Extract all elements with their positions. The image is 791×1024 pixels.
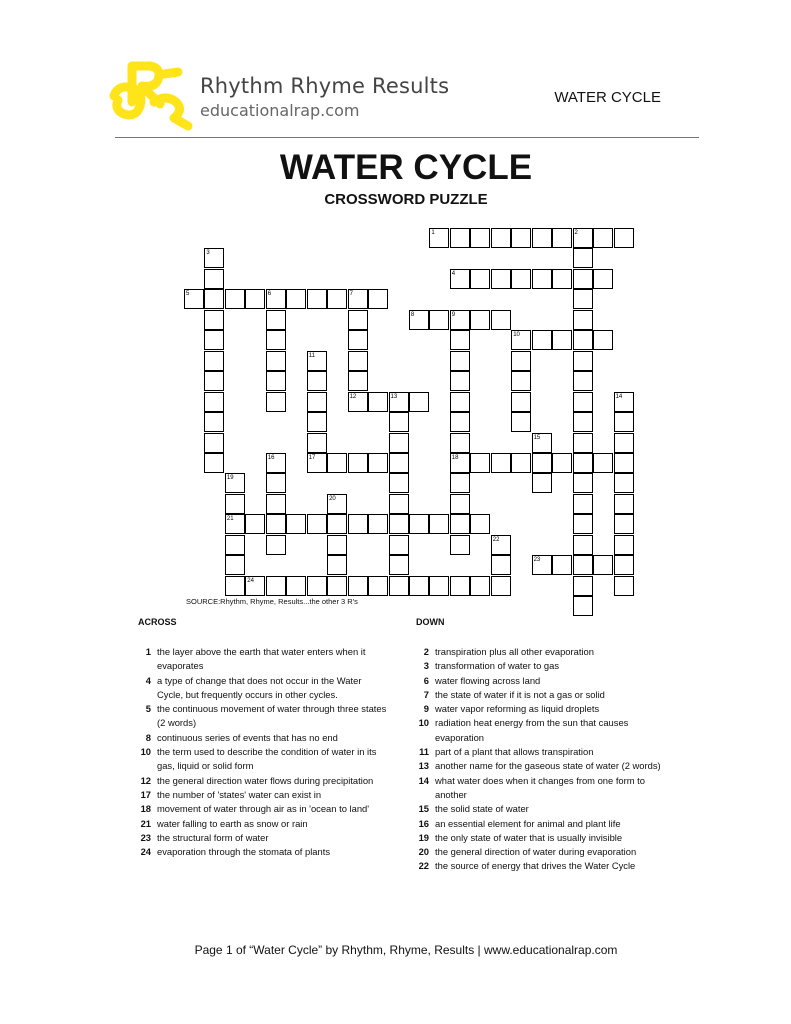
crossword-cell[interactable] [491, 269, 511, 289]
down-clue [414, 774, 676, 803]
crossword-cell[interactable] [327, 514, 347, 534]
crossword-cell[interactable] [511, 371, 531, 391]
crossword-cell[interactable] [327, 453, 347, 473]
crossword-cell[interactable] [368, 453, 388, 473]
crossword-cell[interactable] [389, 473, 409, 493]
cell-clue-number: 23 [533, 557, 541, 564]
crossword-cell[interactable] [614, 412, 634, 432]
crossword-cell[interactable] [511, 351, 531, 371]
crossword-cell[interactable] [573, 392, 593, 412]
across-clue [136, 702, 388, 731]
down-clue [414, 716, 676, 745]
down-clue [414, 802, 676, 816]
crossword-cell[interactable] [573, 351, 593, 371]
crossword-cell[interactable] [389, 576, 409, 596]
cell-clue-number: 6 [267, 291, 272, 298]
clue-text: water falling to earth as snow or rain [157, 817, 308, 829]
clue-number: 24 [140, 846, 151, 858]
crossword-cell[interactable] [450, 412, 470, 432]
clue-text: radiation heat energy from the sun that causes evaporation [435, 717, 629, 743]
cell-clue-number: 9 [451, 311, 456, 318]
clue-number: 1 [145, 646, 151, 657]
crossword-cell[interactable] [552, 269, 572, 289]
across-clue [136, 674, 388, 703]
crossword-cell[interactable] [389, 412, 409, 432]
page-subtitle: CROSSWORD PUZZLE [324, 191, 488, 208]
cell-clue-number: 22 [492, 536, 500, 543]
crossword-cell[interactable] [450, 371, 470, 391]
crossword-cell[interactable] [225, 289, 245, 309]
crossword-cell[interactable] [368, 576, 388, 596]
clue-number: 17 [140, 788, 151, 800]
clue-text: the term used to describe the condition of water in its gas, liquid or solid form [157, 746, 377, 772]
clue-text: the structural form of water [157, 831, 269, 843]
crossword-cell[interactable] [266, 514, 286, 534]
crossword-cell[interactable] [307, 392, 327, 412]
crossword-cell[interactable] [348, 351, 368, 371]
crossword-cell[interactable] [552, 453, 572, 473]
clue-text: a type of change that does not occur in the Water Cycle, but frequently occurs in other cycles. [157, 674, 362, 700]
cell-clue-number: 3 [206, 250, 210, 257]
crossword-cell[interactable] [593, 453, 613, 473]
crossword-cell[interactable] [450, 330, 470, 350]
across-clue [136, 817, 388, 831]
crossword-cell[interactable] [450, 535, 470, 555]
crossword-cell[interactable] [450, 351, 470, 371]
crossword-cell[interactable] [286, 576, 306, 596]
crossword-cell[interactable] [614, 228, 634, 248]
crossword-cell[interactable] [204, 392, 224, 412]
crossword-cell[interactable] [491, 310, 511, 330]
cell-clue-number: 10 [513, 332, 520, 339]
crossword-cell[interactable] [573, 310, 593, 330]
crossword-cell[interactable] [266, 535, 286, 555]
page-title: WATER CYCLE [279, 148, 533, 187]
clue-number: 4 [145, 674, 151, 686]
crossword-cell[interactable] [573, 555, 593, 575]
across-clue [136, 831, 388, 845]
clue-number: 22 [418, 860, 429, 872]
crossword-cell[interactable] [266, 494, 286, 514]
brand-name: Rhythm Rhyme Results [200, 74, 450, 98]
crossword-cell[interactable] [593, 555, 613, 575]
crossword-cell[interactable] [511, 269, 531, 289]
crossword-cell[interactable] [327, 535, 347, 555]
crossword-cell[interactable] [204, 433, 224, 453]
clue-text: the general direction water flows during precipitation [157, 774, 374, 786]
crossword-cell[interactable] [573, 412, 593, 432]
cell-clue-number: 2 [574, 230, 578, 236]
crossword-cell[interactable] [348, 453, 368, 473]
crossword-cell[interactable] [491, 228, 511, 248]
clue-number: 23 [140, 831, 151, 843]
crossword-cell[interactable] [307, 371, 327, 391]
brand-url: educationalrap.com [200, 101, 360, 120]
clue-number: 13 [418, 760, 429, 772]
cell-clue-number: 16 [267, 454, 275, 461]
cell-clue-number: 4 [451, 270, 456, 277]
crossword-cell[interactable] [450, 228, 470, 248]
crossword-cell[interactable] [491, 576, 511, 596]
across-heading: ACROSS [138, 617, 177, 627]
cell-clue-number: 7 [349, 291, 353, 298]
crossword-cell[interactable] [368, 514, 388, 534]
clue-number: 5 [145, 703, 151, 715]
down-clue [414, 817, 676, 831]
crossword-cell[interactable] [470, 576, 490, 596]
clue-number: 20 [418, 846, 429, 858]
crossword-cell[interactable] [552, 330, 572, 350]
crossword-cell[interactable] [614, 433, 634, 453]
crossword-cell[interactable] [614, 555, 634, 575]
crossword-cell[interactable] [307, 514, 327, 534]
crossword-cell[interactable] [573, 494, 593, 514]
crossword-cell[interactable] [614, 535, 634, 555]
crossword-cell[interactable] [409, 514, 429, 534]
cell-clue-number: 15 [533, 434, 541, 441]
crossword-cell[interactable] [614, 576, 634, 596]
crossword-cell[interactable] [327, 576, 347, 596]
clue-number: 21 [140, 817, 151, 829]
crossword-cell[interactable] [204, 330, 224, 350]
crossword-cell[interactable] [266, 473, 286, 493]
clue-number: 8 [145, 731, 151, 743]
crossword-cell[interactable] [511, 453, 531, 473]
down-clue [414, 645, 676, 659]
crossword-cell[interactable] [389, 494, 409, 514]
crossword-cell[interactable] [573, 371, 593, 391]
clue-number: 14 [418, 774, 429, 786]
crossword-cell[interactable] [491, 555, 511, 575]
crossword-cell[interactable] [204, 310, 224, 330]
header-topic: WATER CYCLE [554, 89, 661, 106]
clue-text: part of a plant that allows transpiration [435, 746, 594, 758]
crossword-cell[interactable] [470, 310, 490, 330]
crossword-cell[interactable] [429, 310, 449, 330]
clue-number: 12 [140, 774, 151, 786]
crossword-cell[interactable] [593, 330, 613, 350]
crossword-cell[interactable] [368, 289, 388, 309]
clue-text: the layer above the earth that water enters when it evaporates [157, 646, 366, 672]
crossword-cell[interactable] [511, 392, 531, 412]
down-clue [414, 674, 676, 688]
crossword-cell[interactable] [266, 310, 286, 330]
cell-clue-number: 24 [247, 577, 254, 584]
across-clue [136, 788, 388, 802]
down-clue [414, 759, 676, 773]
cell-clue-number: 14 [615, 393, 623, 400]
crossword-cell[interactable] [368, 392, 388, 412]
crossword-cell[interactable] [573, 576, 593, 596]
clue-number: 2 [423, 646, 429, 657]
crossword-cell[interactable] [573, 248, 593, 268]
clue-text: another name for the gaseous state of water (2 words) [435, 760, 661, 772]
crossword-cell[interactable] [552, 555, 572, 575]
clue-number: 6 [423, 674, 429, 686]
across-clue [136, 774, 388, 788]
crossword-cell[interactable] [532, 330, 552, 350]
crossword-cell[interactable] [245, 514, 265, 534]
crossword-cell[interactable] [204, 412, 224, 432]
cell-clue-number: 5 [186, 291, 190, 298]
crossword-cell[interactable] [470, 453, 490, 473]
crossword-cell[interactable] [470, 269, 490, 289]
crossword-cell[interactable] [204, 453, 224, 473]
crossword-cell[interactable] [593, 269, 613, 289]
across-clue [136, 645, 388, 674]
clue-number: 19 [418, 831, 429, 843]
clue-number: 9 [423, 703, 429, 715]
crossword-cell[interactable] [409, 576, 429, 596]
clue-number: 3 [423, 660, 429, 672]
crossword-cell[interactable] [450, 494, 470, 514]
cell-clue-number: 13 [390, 393, 398, 400]
crossword-cell[interactable] [429, 514, 449, 534]
clue-text: an essential element for animal and plant life [435, 817, 621, 829]
crossword-cell[interactable] [573, 453, 593, 473]
clue-number: 15 [418, 803, 429, 815]
crossword-cell[interactable] [389, 433, 409, 453]
down-clue [414, 659, 676, 673]
clue-text: the solid state of water [435, 803, 529, 815]
crossword-cell[interactable] [348, 330, 368, 350]
clue-number: 10 [140, 746, 151, 758]
crossword-cell[interactable] [573, 514, 593, 534]
across-clue [136, 731, 388, 745]
across-clue [136, 745, 388, 774]
cell-clue-number: 17 [308, 454, 316, 461]
clue-text: the source of energy that drives the Water Cycle [435, 860, 636, 872]
clue-number: 18 [140, 803, 151, 815]
down-clue [414, 702, 676, 716]
crossword-cell[interactable] [532, 269, 552, 289]
clue-number: 16 [418, 817, 429, 829]
crossword-cell[interactable] [532, 453, 552, 473]
crossword-cell[interactable] [307, 433, 327, 453]
crossword-cell[interactable] [573, 473, 593, 493]
crossword-cell[interactable] [225, 576, 245, 596]
source-note: SOURCE:Rhythm, Rhyme, Results...the other 3 R's [186, 597, 358, 606]
cell-clue-number: 19 [226, 475, 234, 482]
clue-number: 10 [418, 717, 429, 729]
clue-text: the number of 'states' water can exist in [157, 788, 322, 800]
clue-text: water flowing across land [435, 674, 541, 686]
across-clue [136, 845, 388, 859]
crossword-cell[interactable] [573, 269, 593, 289]
crossword-cell[interactable] [573, 535, 593, 555]
clue-text: evaporation through the stomata of plants [157, 846, 331, 858]
clue-text: what water does when it changes from one form to another [435, 774, 646, 800]
crossword-cell[interactable] [450, 473, 470, 493]
crossword-cell[interactable] [614, 453, 634, 473]
crossword-cell[interactable] [327, 555, 347, 575]
crossword-cell[interactable] [204, 269, 224, 289]
crossword-cell[interactable] [225, 535, 245, 555]
down-clue-list [414, 645, 676, 874]
across-clue-list [136, 645, 388, 859]
crossword-cell[interactable] [225, 555, 245, 575]
cell-clue-number: 12 [349, 393, 357, 400]
crossword-cell[interactable] [614, 494, 634, 514]
crossword-cell[interactable] [470, 228, 490, 248]
crossword-cell[interactable] [450, 514, 470, 534]
down-clue [414, 745, 676, 759]
clue-text: continuous series of events that has no end [157, 731, 338, 743]
crossword-cell[interactable] [307, 412, 327, 432]
crossword-cell[interactable] [470, 514, 490, 534]
down-clue [414, 831, 676, 845]
crossword-cell[interactable] [266, 330, 286, 350]
crossword-cell[interactable] [266, 576, 286, 596]
crossword-cell[interactable] [225, 494, 245, 514]
crossword-cell[interactable] [389, 514, 409, 534]
crossword-cell[interactable] [573, 330, 593, 350]
crossword-cell[interactable] [307, 576, 327, 596]
crossword-cell[interactable] [389, 555, 409, 575]
down-clue [414, 859, 676, 873]
crossword-cell[interactable] [389, 453, 409, 473]
crossword-cell[interactable] [450, 392, 470, 412]
crossword-cell[interactable] [450, 576, 470, 596]
clue-number: 7 [423, 688, 429, 700]
crossword-cell[interactable] [348, 371, 368, 391]
page-footer: Page 1 of “Water Cycle” by Rhythm, Rhyme, Results | www.educationalrap.com [194, 943, 618, 957]
crossword-cell[interactable] [204, 371, 224, 391]
crossword-cell[interactable] [348, 576, 368, 596]
cell-clue-number: 21 [226, 516, 234, 523]
down-clue [414, 845, 676, 859]
crossword-cell[interactable] [593, 228, 613, 248]
crossword-cell[interactable] [327, 289, 347, 309]
down-heading: DOWN [416, 617, 445, 627]
crossword-cell[interactable] [491, 453, 511, 473]
crossword-cell[interactable] [532, 473, 552, 493]
crossword-cell[interactable] [614, 473, 634, 493]
crossword-cell[interactable] [266, 392, 286, 412]
crossword-cell[interactable] [532, 228, 552, 248]
clue-text: transpiration plus all other evaporation [435, 646, 594, 657]
crossword-cell[interactable] [450, 433, 470, 453]
crossword-cell[interactable] [307, 289, 327, 309]
cell-clue-number: 20 [329, 495, 336, 502]
crossword-cell[interactable] [511, 228, 531, 248]
down-clue [414, 688, 676, 702]
crossword-cell[interactable] [409, 392, 429, 412]
across-clue [136, 802, 388, 816]
crossword-cell[interactable] [389, 535, 409, 555]
cell-clue-number: 8 [410, 311, 415, 318]
crossword-cell[interactable] [614, 514, 634, 534]
crossword-cell[interactable] [348, 514, 368, 534]
crossword-cell[interactable] [552, 228, 572, 248]
crossword-cell[interactable] [286, 514, 306, 534]
clue-text: the continuous movement of water through three states (2 words) [157, 703, 387, 729]
crossword-cell[interactable] [348, 310, 368, 330]
crossword-cell[interactable] [204, 289, 224, 309]
clue-text: transformation of water to gas [435, 660, 560, 672]
clue-text: the only state of water that is usually invisible [435, 831, 623, 843]
cell-clue-number: 18 [451, 454, 459, 461]
crossword-cell[interactable] [286, 289, 306, 309]
cell-clue-number: 1 [431, 230, 435, 236]
crossword-cell[interactable] [573, 596, 593, 616]
clue-text: the state of water if it is not a gas or solid [435, 688, 605, 700]
crossword-cell[interactable] [429, 576, 449, 596]
crossword-cell[interactable] [573, 289, 593, 309]
clue-text: movement of water through air as in 'ocean to land' [157, 803, 370, 815]
cell-clue-number: 11 [308, 352, 315, 359]
clue-text: water vapor reforming as liquid droplets [435, 703, 600, 715]
crossword-cell[interactable] [204, 351, 224, 371]
crossword-cell[interactable] [266, 351, 286, 371]
crossword-cell[interactable] [573, 433, 593, 453]
crossword-cell[interactable] [245, 289, 265, 309]
clue-text: the general direction of water during evaporation [435, 846, 637, 858]
crossword-cell[interactable] [266, 371, 286, 391]
crossword-cell[interactable] [511, 412, 531, 432]
clue-number: 11 [419, 746, 429, 758]
